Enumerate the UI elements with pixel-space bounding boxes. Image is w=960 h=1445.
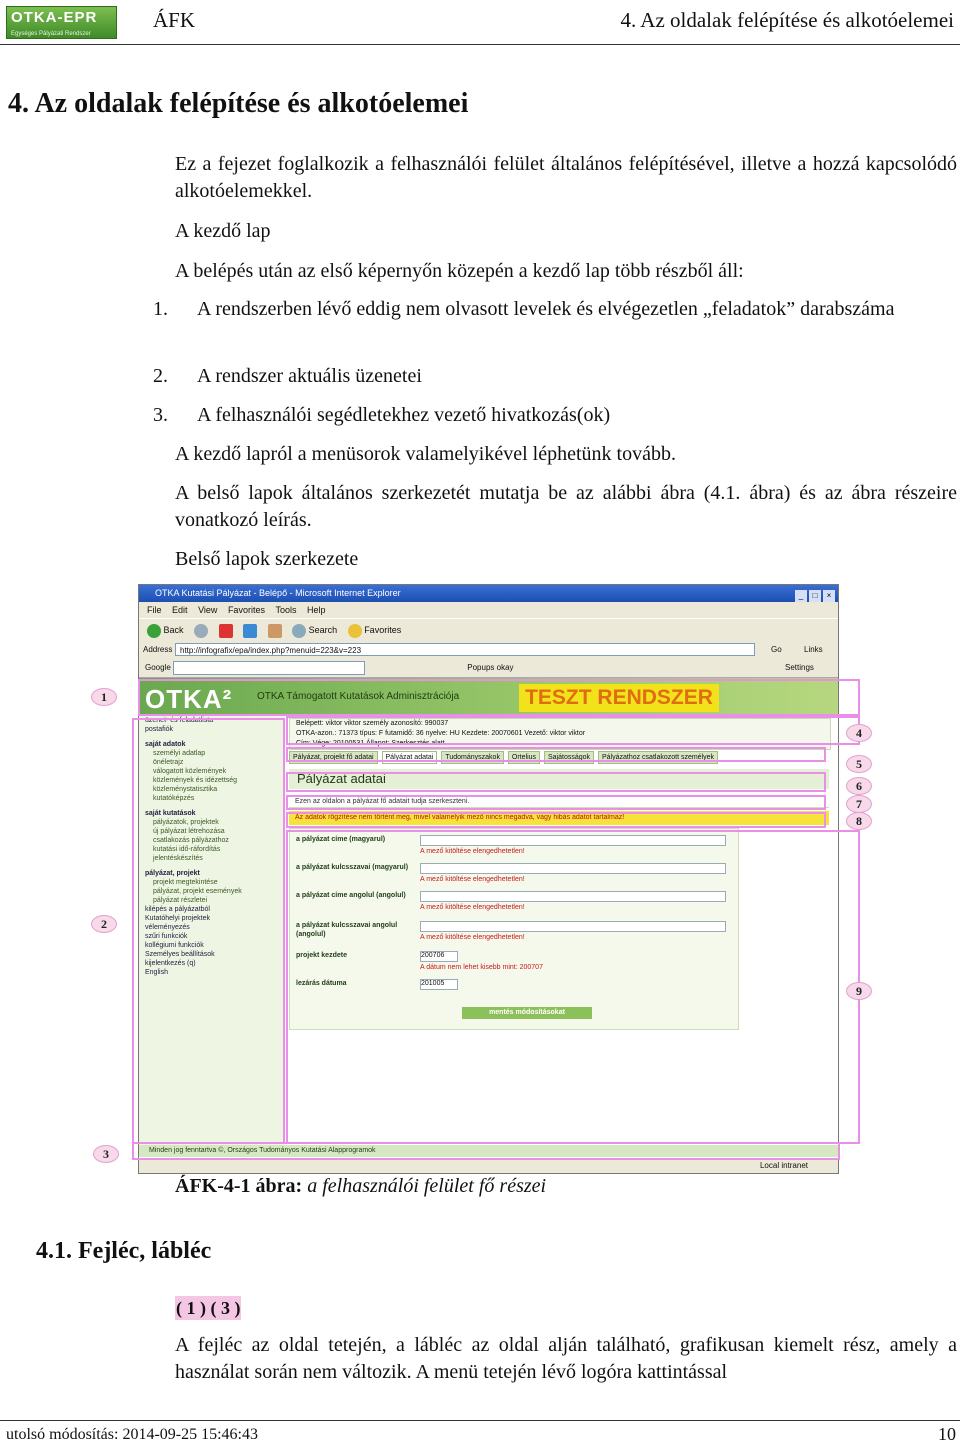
caption-label: ÁFK-4-1 ábra: bbox=[175, 1175, 303, 1197]
page-hint: Ezen az oldalon a pályázat fő adatait tudja szerkeszteni. bbox=[289, 795, 829, 808]
figure-caption bbox=[175, 1175, 546, 1198]
last-modified: utolsó módosítás: 2014-09-25 15:46:43 bbox=[6, 1426, 258, 1443]
start-description: A belépés után az első képernyőn közepén a kezdő lap több részből áll: bbox=[175, 260, 744, 282]
nav-item[interactable]: Kutatóhelyi projektek bbox=[145, 915, 210, 922]
browser-menubar bbox=[139, 602, 838, 618]
window-title: OTKA Kutatási Pályázat - Belépő - Microsoft Internet Explorer bbox=[155, 588, 401, 598]
nav-item[interactable]: projekt megtekintése bbox=[153, 879, 218, 886]
menu-edit[interactable]: Edit bbox=[172, 605, 188, 615]
search-icon[interactable] bbox=[292, 624, 306, 638]
nav-item[interactable]: pályázat, projekt bbox=[145, 870, 200, 877]
tab-persons[interactable]: Pályázathoz csatlakozott személyek bbox=[598, 751, 718, 764]
nav-item[interactable]: postafiók bbox=[145, 726, 174, 733]
app-footer: Minden jog fenntartva ©, Országos Tudományos Kutatási Alapprogramok bbox=[139, 1145, 838, 1157]
project-info-line: OTKA-azon.: 71373 típus: F futamidő: 36 nyelve: HU Kezdete: 20070601 Vezető: viktor viktor bbox=[296, 730, 586, 737]
project-start-input[interactable]: 200706 bbox=[420, 951, 458, 962]
callout-badge-7: 7 bbox=[846, 795, 872, 813]
menu-help[interactable]: Help bbox=[307, 605, 326, 615]
nav-item[interactable]: szűri funkciók bbox=[145, 933, 188, 940]
favorites-button[interactable]: Favorites bbox=[364, 625, 402, 635]
tab-ortelius[interactable]: Ortelius bbox=[508, 751, 540, 764]
list-number: 1. bbox=[153, 298, 168, 320]
start-heading: A kezdő lap bbox=[175, 220, 271, 242]
back-button[interactable]: Back bbox=[163, 625, 184, 635]
tab-application-data[interactable]: Pályázat adatai bbox=[382, 751, 438, 764]
page-title: 4. Az oldalak felépítése és alkotóelemei bbox=[8, 88, 469, 119]
list-text: A rendszerben lévő eddig nem olvasott levelek és elvégezetlen „feladatok” darabszáma bbox=[197, 298, 895, 320]
minimize-icon[interactable]: _ bbox=[795, 590, 807, 602]
maximize-icon[interactable]: □ bbox=[809, 590, 821, 602]
callout-badge-1: 1 bbox=[91, 688, 117, 706]
header-right: 4. Az oldalak felépítése és alkotóelemei bbox=[620, 8, 954, 32]
field-error: A mező kitöltése elengedhetetlen! bbox=[420, 876, 525, 883]
field-error: A mező kitöltése elengedhetetlen! bbox=[420, 934, 525, 941]
nav-item[interactable]: válogatott közlemények bbox=[153, 768, 227, 775]
callout-badge-3: 3 bbox=[93, 1145, 119, 1163]
zone-status: Local intranet bbox=[759, 1161, 808, 1170]
field-error: A mező kitöltése elengedhetetlen! bbox=[420, 904, 525, 911]
forward-icon[interactable] bbox=[194, 624, 208, 638]
app-page-title: Pályázat adatai bbox=[289, 769, 829, 789]
nav-item[interactable]: English bbox=[145, 969, 168, 976]
settings-button[interactable]: Settings bbox=[785, 663, 814, 672]
favorites-icon[interactable] bbox=[348, 624, 362, 638]
nav-item[interactable]: pályázatok, projektek bbox=[153, 819, 219, 826]
section-paragraph: A fejléc az oldal tetején, a lábléc az oldal alján található, grafikusan kiemelt rész, amely a használat során nem változik. A menü tetején lévő logóra kattintással bbox=[175, 1334, 957, 1383]
callout-box-page-title bbox=[286, 772, 826, 792]
callout-badge-8: 8 bbox=[846, 812, 872, 830]
end-date-input[interactable]: 201005 bbox=[420, 979, 458, 990]
callout-box-header bbox=[138, 679, 860, 716]
links-button[interactable]: Links bbox=[804, 645, 823, 654]
nav-item[interactable]: csatlakozás pályázathoz bbox=[153, 837, 229, 844]
nav-item[interactable]: kutatóképzés bbox=[153, 795, 195, 802]
tab-specialities[interactable]: Sajátosságok bbox=[544, 751, 594, 764]
list-item bbox=[153, 296, 960, 323]
section-heading: 4.1. Fejléc, lábléc bbox=[36, 1238, 212, 1264]
google-toolbar bbox=[139, 659, 838, 678]
popups-status[interactable]: Popups okay bbox=[467, 663, 514, 672]
nav-item[interactable]: pályázat részletei bbox=[153, 897, 208, 904]
callout-box-tabs bbox=[286, 747, 826, 762]
tab-disciplines[interactable]: Tudományszakok bbox=[441, 751, 504, 764]
app-logo[interactable]: OTKA² bbox=[145, 684, 233, 714]
nav-item[interactable]: saját kutatások bbox=[145, 810, 196, 817]
nav-item[interactable]: új pályázat létrehozása bbox=[153, 828, 225, 835]
callout-box-user-info bbox=[286, 716, 860, 745]
nav-item[interactable]: pályázat, projekt események bbox=[153, 888, 242, 895]
intro-paragraph: Ez a fejezet foglalkozik a felhasználói felület általános felépítésével, illetve a hozzá kapcsolódó alkotóelemekkel. bbox=[175, 153, 957, 202]
field-label: a pályázat címe (magyarul) bbox=[296, 836, 386, 843]
nav-item[interactable]: önéletrajz bbox=[153, 759, 184, 766]
callout-badge-9: 9 bbox=[846, 982, 872, 1000]
callout-box-message bbox=[286, 812, 826, 828]
address-label: Address bbox=[143, 645, 173, 654]
caption-text: a felhasználói felület fő részei bbox=[307, 1175, 547, 1197]
go-button[interactable]: Go bbox=[771, 645, 782, 654]
header-rule bbox=[0, 44, 960, 45]
header-left: ÁFK bbox=[153, 8, 196, 32]
callout-badge-5: 5 bbox=[846, 755, 872, 773]
nav-item[interactable]: jelentéskészítés bbox=[153, 855, 203, 862]
nav-item[interactable]: közlemények és idézettség bbox=[153, 777, 238, 784]
callout-box-menu bbox=[132, 718, 285, 1144]
field-label: a pályázat kulcsszavai angolul (angolul) bbox=[296, 922, 398, 938]
list-item bbox=[153, 363, 960, 390]
error-message: Az adatok rögzítése nem történt meg, mivel valamelyik mező nincs megadva, vagy hibás adatot tartalmaz! bbox=[289, 811, 829, 825]
logo bbox=[6, 6, 117, 39]
page-number: 10 bbox=[938, 1424, 956, 1444]
nav-item[interactable]: véleményezés bbox=[145, 924, 190, 931]
inner-pages-paragraph: A belső lapok általános szerkezetét mutatja be az alábbi ábra (4.1. ábra) és az ábra részeire vonatkozó leírás. bbox=[175, 482, 957, 531]
field-label: a pályázat kulcsszavai (magyarul) bbox=[296, 864, 409, 871]
nav-item[interactable]: saját adatok bbox=[145, 741, 186, 748]
logo-text: OTKA-EPR bbox=[11, 9, 98, 26]
nav-item[interactable]: közleménystatisztika bbox=[153, 786, 218, 793]
search-button[interactable]: Search bbox=[308, 625, 338, 635]
app-subtitle: OTKA Támogatott Kutatások Adminisztrációja bbox=[257, 691, 460, 702]
browser-toolbar bbox=[139, 618, 838, 641]
list-item bbox=[153, 402, 960, 429]
callout-badge-2: 2 bbox=[91, 915, 117, 933]
user-info-line: Belépett: viktor viktor személy azonosító: 990037 bbox=[296, 720, 449, 727]
inner-pages-heading: Belső lapok szerkezete bbox=[175, 548, 359, 570]
close-icon[interactable]: × bbox=[823, 590, 835, 602]
field-error: A dátum nem lehet kisebb mint: 200707 bbox=[420, 964, 543, 971]
menu-tools[interactable]: Tools bbox=[275, 605, 297, 615]
home-icon[interactable] bbox=[268, 624, 282, 638]
callout-reference-tags: ( 1 ) ( 3 ) bbox=[176, 1298, 241, 1318]
field-label: projekt kezdete bbox=[296, 952, 347, 959]
address-input[interactable]: http://infografix/epa/index.php?menuid=223&v=223 bbox=[175, 643, 755, 656]
field-error: A mező kitöltése elengedhetetlen! bbox=[420, 848, 525, 855]
list-text: A felhasználói segédletekhez vezető hivatkozás(ok) bbox=[197, 404, 611, 426]
nav-item[interactable]: kilépés a pályázatból bbox=[145, 906, 210, 913]
field-label: lezárás dátuma bbox=[296, 980, 347, 987]
nav-item[interactable]: személyi adatlap bbox=[153, 750, 206, 757]
field-label: a pályázat címe angolul (angolul) bbox=[296, 892, 406, 899]
address-bar bbox=[139, 641, 838, 659]
project-status-line: Cím: Vége: 20100531 Állapot: Szerkesztés alatt bbox=[296, 740, 445, 747]
menu-file[interactable]: File bbox=[147, 605, 162, 615]
callout-box-footer bbox=[132, 1142, 840, 1160]
browser-statusbar bbox=[139, 1159, 838, 1173]
test-banner: TESZT RENDSZER bbox=[519, 684, 719, 712]
nav-item[interactable]: üzenet- és feladatlista bbox=[145, 717, 214, 724]
back-icon[interactable] bbox=[147, 624, 161, 638]
menu-paragraph: A kezdő lapról a menüsorok valamelyikével léphetünk tovább. bbox=[175, 443, 676, 465]
footer-rule bbox=[0, 1420, 960, 1421]
save-changes-button[interactable]: mentés módosításokat bbox=[462, 1007, 592, 1019]
list-text: A rendszer aktuális üzenetei bbox=[197, 365, 422, 387]
logo-subtext: Egységes Pályázati Rendszer bbox=[11, 31, 91, 37]
google-label: Google bbox=[145, 663, 171, 672]
refresh-icon[interactable] bbox=[243, 624, 257, 638]
window-titlebar bbox=[139, 585, 838, 602]
nav-item[interactable]: kutatási idő-ráfordítás bbox=[153, 846, 221, 853]
menu-view[interactable]: View bbox=[198, 605, 218, 615]
nav-item[interactable]: Személyes beállítások bbox=[145, 951, 215, 958]
menu-favorites[interactable]: Favorites bbox=[227, 605, 265, 615]
list-number: 2. bbox=[153, 365, 168, 387]
callout-badge-6: 6 bbox=[846, 777, 872, 795]
nav-item[interactable]: kollégiumi funkciók bbox=[145, 942, 204, 949]
google-search-input[interactable] bbox=[173, 661, 365, 675]
nav-item[interactable]: kijelentkezés (q) bbox=[145, 960, 196, 967]
tab-main-data[interactable]: Pályázat, projekt fő adatai bbox=[289, 751, 378, 764]
callout-box-hint bbox=[286, 795, 826, 810]
list-number: 3. bbox=[153, 404, 168, 426]
callout-badge-4: 4 bbox=[846, 724, 872, 742]
callout-box-content bbox=[286, 830, 860, 1144]
stop-icon[interactable] bbox=[219, 624, 233, 638]
